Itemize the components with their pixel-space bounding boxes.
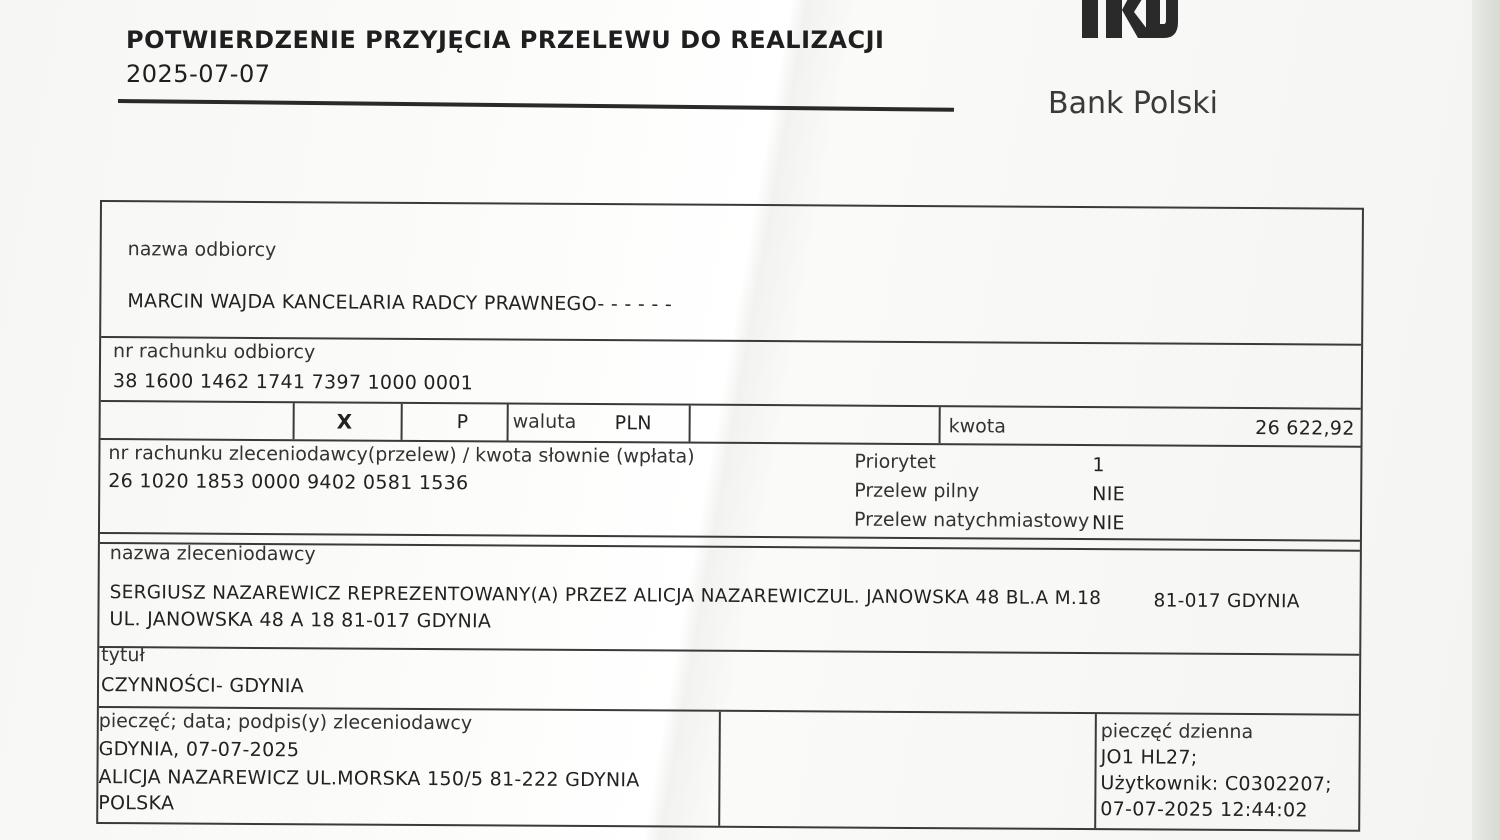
document-title: POTWIERDZENIE PRZYJĘCIA PRZELEWU DO REALIZACJI — [126, 26, 885, 54]
transfer-type-mark-x: X — [336, 409, 353, 434]
daily-stamp-line2: Użytkownik: C0302207; — [1100, 772, 1332, 796]
option-label-instant: Przelew natychmiastowy — [853, 508, 1090, 533]
transfer-title-value: CZYNNOŚCI- GDYNIA — [100, 674, 305, 698]
option-label-priority: Priorytet — [854, 450, 936, 474]
divider — [1094, 714, 1097, 828]
divider — [689, 406, 691, 442]
sender-name-label: nazwa zleceniodawcy — [109, 542, 316, 566]
recipient-account-value: 38 1600 1462 1741 7397 1000 0001 — [112, 370, 474, 395]
option-label-urgent: Przelew pilny — [854, 479, 980, 503]
recipient-name-row — [101, 202, 1362, 346]
sender-account-value: 26 1020 1853 0000 9402 0581 1536 — [108, 470, 469, 495]
sender-name-line1: SERGIUSZ NAZAREWICZ REPREZENTOWANY(A) PRZEZ ALICJA NAZAREWICZUL. JANOWSKA 48 BL.A M.18 — [109, 582, 1102, 610]
signature-line3: POLSKA — [98, 792, 175, 815]
signature-line2: ALICJA NAZAREWICZ UL.MORSKA 150/5 81-222 GDYNIA — [98, 766, 640, 792]
transfer-type-mark-p: P — [456, 411, 469, 434]
signature-label: pieczęć; data; podpis(y) zleceniodawcy — [98, 710, 473, 735]
option-value-instant: NIE — [1091, 512, 1125, 535]
divider — [293, 403, 295, 439]
daily-stamp-line1: JO1 HL27; — [1100, 746, 1198, 769]
sender-account-label: nr rachunku zleceniodawcy(przelew) / kwota słownie (wpłata) — [108, 442, 695, 468]
sender-name-row — [99, 542, 1360, 656]
option-value-urgent: NIE — [1092, 483, 1126, 506]
daily-stamp-label: pieczęć dzienna — [1100, 720, 1254, 744]
pko-logo-icon — [1080, 0, 1180, 58]
transfer-title-row — [99, 644, 1359, 716]
document-date: 2025-07-07 — [126, 60, 271, 88]
sender-name-line1-postcode: 81-017 GDYNIA — [1153, 590, 1300, 613]
recipient-name-value: MARCIN WAJDA KANCELARIA RADCY PRAWNEGO- - - - - - — [127, 290, 673, 316]
recipient-name-label: nazwa odbiorcy — [127, 238, 277, 262]
recipient-account-row — [101, 338, 1361, 410]
recipient-account-label: nr rachunku odbiorcy — [113, 340, 316, 364]
amount-label: kwota — [948, 415, 1006, 438]
amount-value: 26 622,92 — [1255, 417, 1355, 440]
divider — [401, 404, 403, 440]
signature-line1: GDYNIA, 07-07-2025 — [98, 738, 300, 762]
currency-label: waluta — [512, 410, 577, 433]
bank-name: Bank Polski — [1048, 86, 1218, 121]
title-underline — [118, 99, 954, 112]
sender-account-row — [100, 440, 1361, 542]
divider — [939, 407, 941, 443]
sender-name-line2: UL. JANOWSKA 48 A 18 81-017 GDYNIA — [109, 608, 492, 633]
daily-stamp-line3: 07-07-2025 12:44:02 — [1100, 798, 1308, 822]
paper-edge — [1472, 0, 1500, 840]
currency-value: PLN — [614, 412, 652, 435]
transfer-title-label: tytuł — [101, 644, 145, 667]
transfer-form — [96, 200, 1364, 832]
signature-row — [98, 708, 1359, 830]
divider — [507, 404, 509, 440]
option-value-priority: 1 — [1092, 454, 1105, 477]
divider — [718, 712, 721, 826]
